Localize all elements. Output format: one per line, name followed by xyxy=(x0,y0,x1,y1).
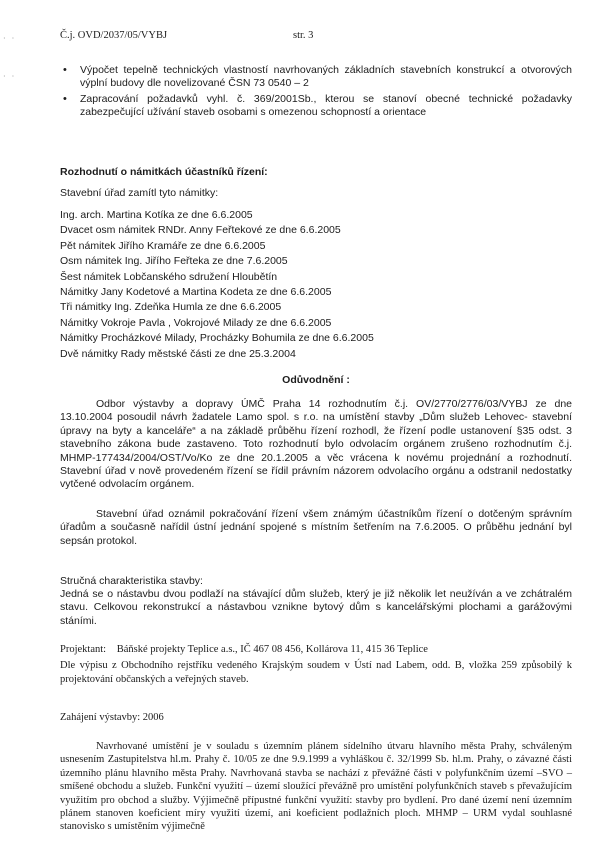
list-item: Dvacet osm námitek RNDr. Anny Feřtekové ze dne 6.6.2005 xyxy=(60,224,341,237)
characteristics-text: Jedná se o nástavbu dvou podlaží na stávající dům služeb, který je již několik let neužíván a ve zchátralém stavu. Celkovou rekonstrukcí a nástavbou vznikne bytový dům s kancelářskými plochami a garážovými stáními. xyxy=(60,588,572,627)
reasoning-paragraph: Odbor výstavby a dopravy ÚMČ Praha 14 rozhodnutím č.j. OV/2770/2776/03/VYBJ ze dne 13.10.2004 posoudil návrh žadatele Lamo spol. s r.o. na umístění stavby „Dům služeb Lehovec- stavební úpravy na byty a kanceláře“ a na základě průběhu řízení rozhodl, že řízení podle ustanovení §35 odst. 3 stavebního zákona bude zastaveno. Toto rozhodnutí bylo odvolacím orgánem zrušeno rozhodnutím č.j. MHMP-177434/2004/OST/Vo/Ko ze dne 20.1.2005 a věc vrácena k novému projednání a rozhodnutí. Stavební úřad v nově provedeném řízení se řídil právním názorem odvolacího orgánu a odstranil nedostatky vytčené odvolacím orgánem. xyxy=(60,398,572,491)
characteristics-section xyxy=(60,575,572,628)
designer-register: Dle výpisu z Obchodního rejstříku vedeného Krajským soudem v Ústí nad Labem, odd. B, vložka 259 způsobilý k projektování občanských a veřejných staveb. xyxy=(60,660,572,685)
designer-label: Projektant: xyxy=(60,644,107,655)
list-item: Ing. arch. Martina Kotíka ze dne 6.6.2005 xyxy=(60,209,253,221)
list-item: Námitky Procházkové Milady, Procházky Bohumila ze dne 6.6.2005 xyxy=(60,332,374,345)
designer-section xyxy=(60,643,572,686)
objections-list xyxy=(60,208,572,362)
list-item: Pět námitek Jiřího Kramáře ze dne 6.6.2005 xyxy=(60,239,266,252)
list-item: Námitky Vokroje Pavla , Vokrojové Milady ze dne 6.6.2005 xyxy=(60,316,332,329)
section-heading: Rozhodnutí o námitkách účastníků řízení: xyxy=(60,166,268,178)
list-item: Námitky Jany Kodetové a Martina Kodeta ze dne 6.6.2005 xyxy=(60,286,332,299)
objections-section xyxy=(60,166,572,362)
objections-intro: Stavební úřad zamítl tyto námitky: xyxy=(60,187,219,199)
bullet-icon: • xyxy=(63,64,67,76)
section-heading: Odůvodnění : xyxy=(282,374,350,386)
designer-line xyxy=(60,643,572,656)
reasoning-paragraph: Stavební úřad oznámil pokračování řízení všem známým účastníkům řízení o dotčeným správním úřadům a současně nařídil ústní jednání spojené s místním šetřením na 7.6.2005. O průběhu jednání byl sepsán protokol. xyxy=(60,507,572,547)
list-item: • Zapracování požadavků vyhl. č. 369/2001Sb., kterou se stanoví obecné technické požadavky zabezpečující užívání staveb osobami s omezenou schopností a orientace xyxy=(63,93,572,118)
list-item: Šest námitek Lobčanského sdružení Hloubětín xyxy=(60,270,278,283)
list-item: • Výpočet tepelně technických vlastností navrhovaných základních stavebních konstrukcí a otvorových výplní budovy dle novelizované ČSN 73 0540 – 2 xyxy=(63,64,572,89)
scan-mark: · · xyxy=(3,34,17,43)
list-item: Osm námitek Ing. Jiřího Feřteka ze dne 7.6.2005 xyxy=(60,255,288,268)
page-number: str. 3 xyxy=(293,30,314,41)
scan-mark: · · xyxy=(3,72,17,81)
designer-value: Báňské projekty Teplice a.s., IČ 467 08 456, Kollárova 11, 415 36 Teplice xyxy=(116,644,428,655)
section-heading: Stručná charakteristika stavby: xyxy=(60,575,203,587)
list-item: Dvě námitky Rady městské části ze dne 25.3.2004 xyxy=(60,347,296,360)
reference-number: Č.j. OVD/2037/05/VYBJ xyxy=(60,30,168,41)
land-plan-text: Navrhované umístění je v souladu s územním plánem sídelního útvaru hlavního města Prahy, schváleným usnesením Zastupitelstva hl.m. Prahy č. 10/05 ze dne 9.9.1999 a vyhláškou č. 32/1999 Sb. hl.m. Prahy, o závazné části územního plánu hlavního města Prahy. Navrhovaná stavba se nachází z převážné části v polyfunkčním území –SVO – smíšené obchodu a služeb. Funkční využití – území sloužící převážně pro umístění polyfunkčních staveb s převažujícím využitím pro obchod a služby. Výjimečně přípustné funkční využití: stavby pro bydlení. Pro dané území není územním plánem stanoven koeficient míry využití území, ani koeficient podlažních ploch. MHMP – URM vydal souhlasné stanovisko s umístěním výjimečně xyxy=(60,741,572,833)
land-plan-section xyxy=(60,740,572,834)
list-item: Tři námitky Ing. Zdeňka Humla ze dne 6.6.2005 xyxy=(60,301,282,314)
requirements-list xyxy=(60,64,572,122)
reasoning-section xyxy=(60,374,572,548)
construction-start: Zahájení výstavby: 2006 xyxy=(60,712,164,723)
bullet-icon: • xyxy=(63,93,67,105)
